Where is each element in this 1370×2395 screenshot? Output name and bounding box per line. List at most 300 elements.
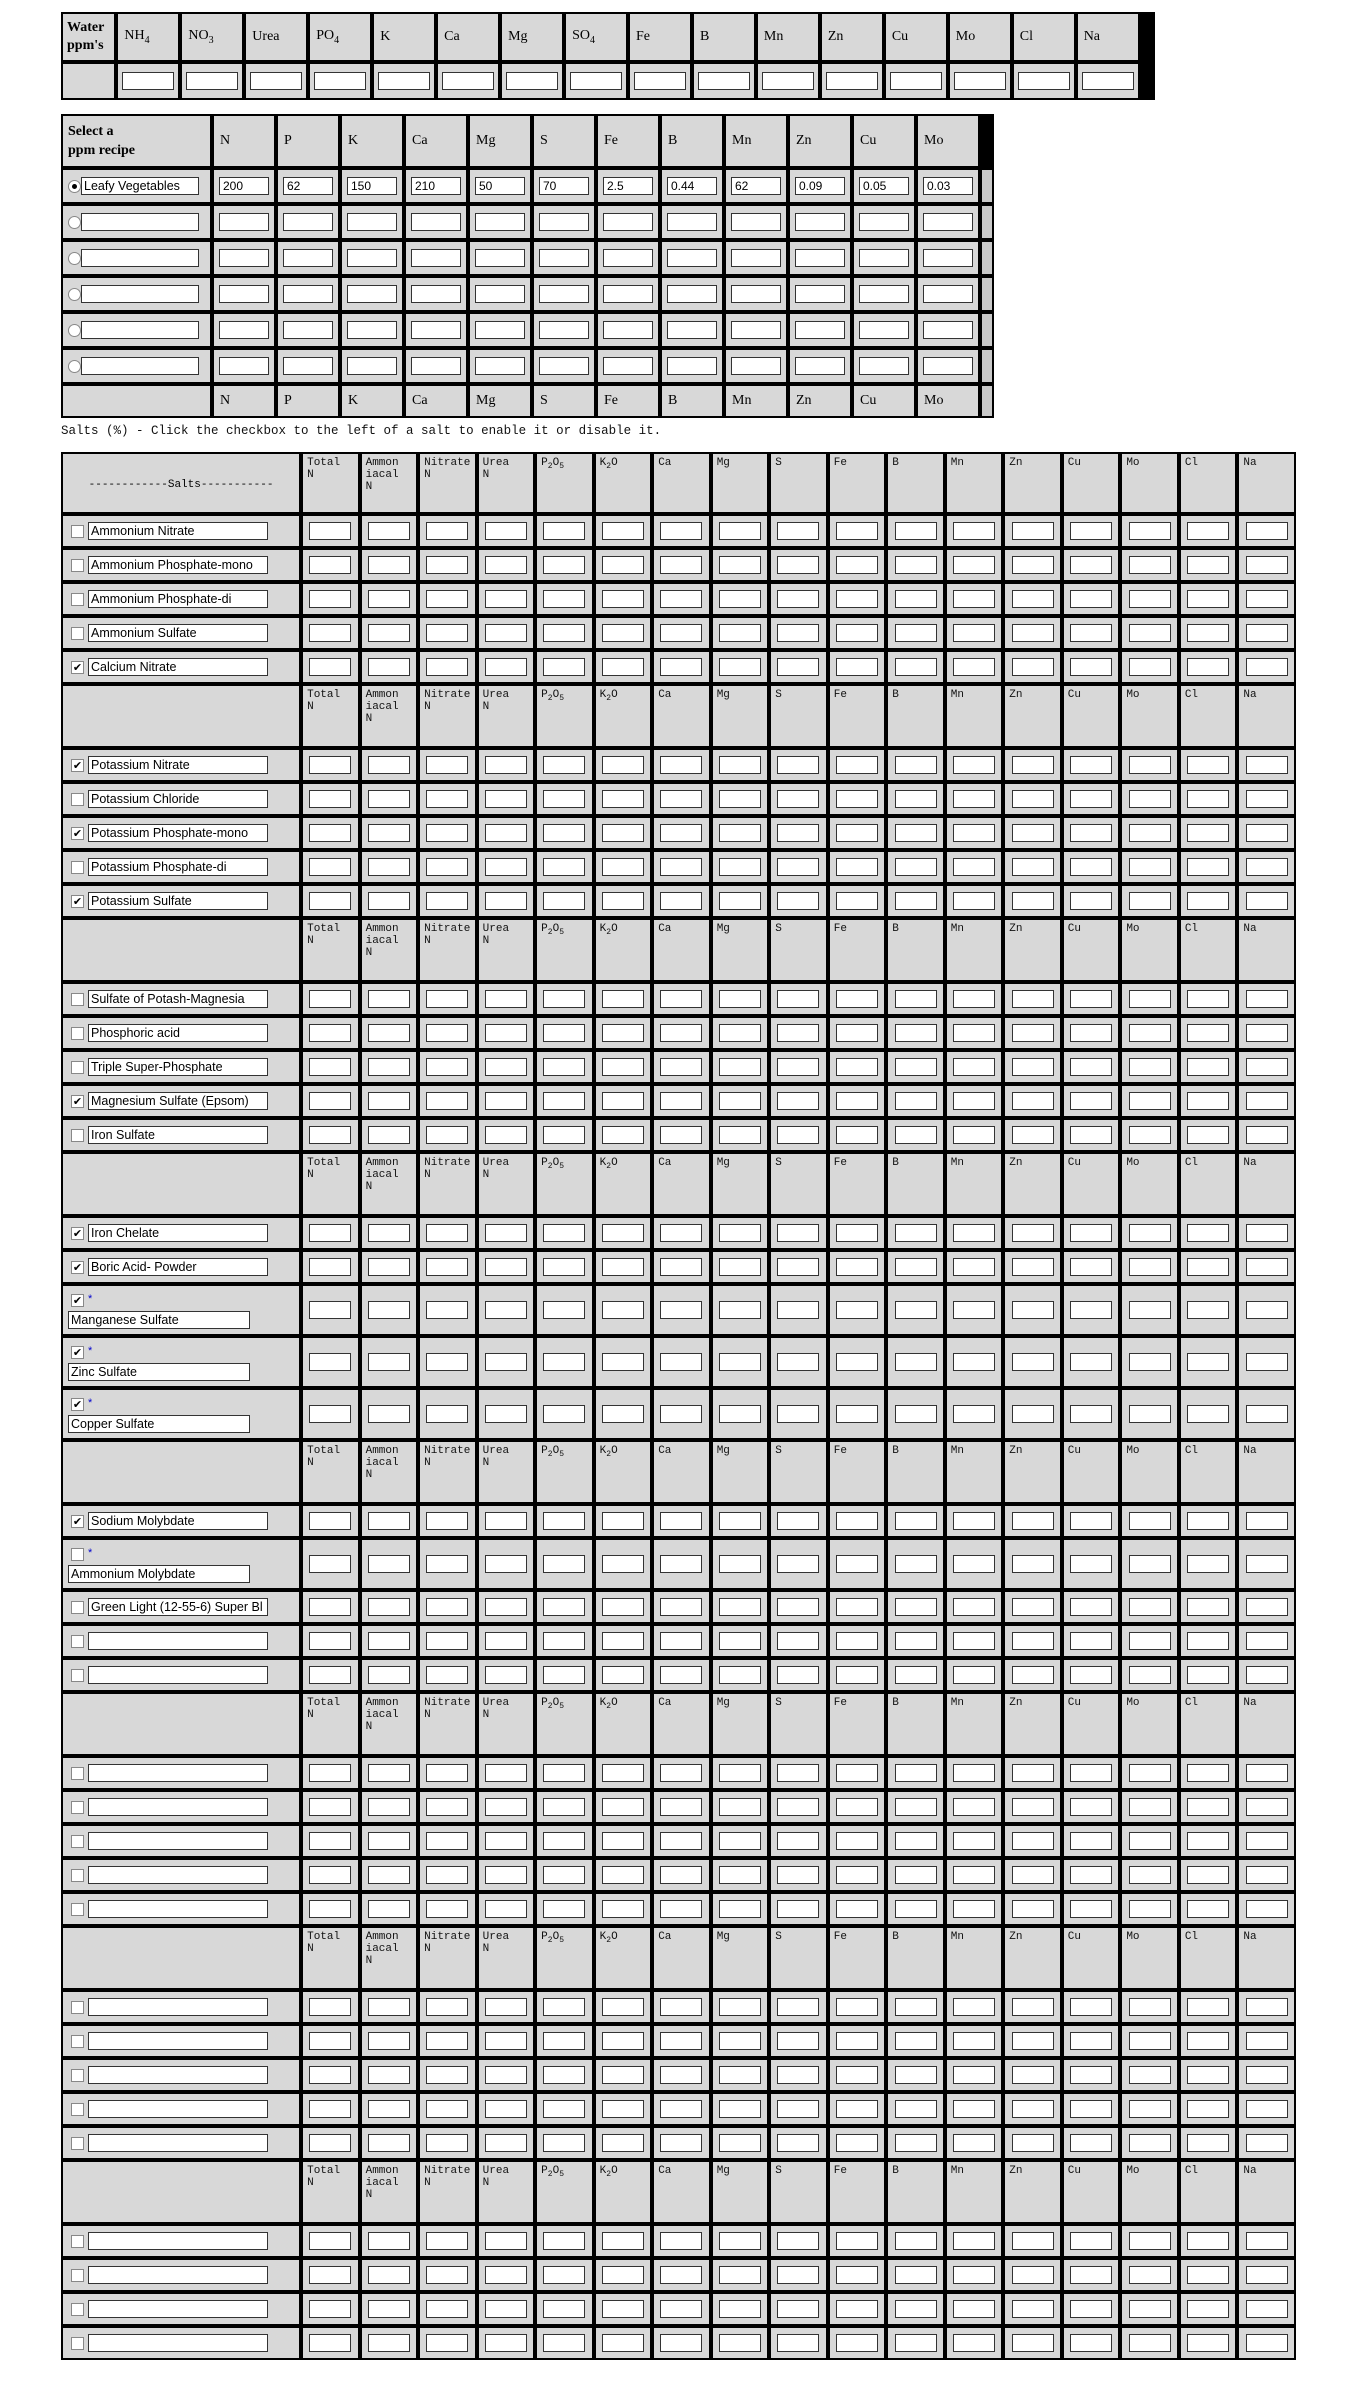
salt-pct-input[interactable] (485, 858, 527, 876)
salt-pct-input[interactable] (1187, 522, 1229, 540)
salt-pct-input[interactable] (1012, 522, 1054, 540)
salt-pct-input[interactable] (719, 990, 761, 1008)
salt-pct-input[interactable] (602, 1092, 644, 1110)
salt-enable-checkbox[interactable] (71, 1548, 84, 1561)
salt-pct-input[interactable] (719, 858, 761, 876)
salt-pct-input[interactable] (602, 1405, 644, 1423)
recipe-value-input[interactable] (411, 213, 461, 231)
salt-pct-input[interactable] (1070, 658, 1112, 676)
salt-pct-input[interactable] (1012, 1764, 1054, 1782)
salt-pct-input[interactable] (309, 1832, 351, 1850)
salt-pct-input[interactable] (719, 790, 761, 808)
salt-pct-input[interactable] (953, 2266, 995, 2284)
salt-pct-input[interactable] (485, 522, 527, 540)
salt-pct-input[interactable] (836, 1512, 878, 1530)
salt-pct-input[interactable] (1187, 1058, 1229, 1076)
salt-pct-input[interactable] (543, 1900, 585, 1918)
water-input[interactable] (890, 72, 942, 90)
recipe-value-input[interactable] (603, 357, 653, 375)
salt-enable-checkbox[interactable] (71, 559, 84, 572)
salt-pct-input[interactable] (1129, 1258, 1171, 1276)
salt-pct-input[interactable] (1246, 1353, 1288, 1371)
salt-pct-input[interactable] (777, 2100, 819, 2118)
salt-name-input[interactable]: Zinc Sulfate (68, 1363, 250, 1381)
salt-pct-input[interactable] (953, 1258, 995, 1276)
salt-pct-input[interactable] (719, 556, 761, 574)
recipe-value-input[interactable] (347, 213, 397, 231)
salt-pct-input[interactable] (602, 858, 644, 876)
salt-pct-input[interactable] (953, 1632, 995, 1650)
salt-pct-input[interactable] (426, 1866, 468, 1884)
salt-pct-input[interactable] (485, 2232, 527, 2250)
salt-pct-input[interactable] (1246, 1832, 1288, 1850)
salt-pct-input[interactable] (1129, 1764, 1171, 1782)
salt-name-input[interactable]: Green Light (12-55-6) Super Bl (88, 1598, 268, 1616)
salt-pct-input[interactable] (309, 1798, 351, 1816)
salt-name-input[interactable]: Sodium Molybdate (88, 1512, 268, 1530)
salt-pct-input[interactable] (1246, 1224, 1288, 1242)
salt-pct-input[interactable] (777, 1024, 819, 1042)
salt-pct-input[interactable] (602, 1258, 644, 1276)
salt-pct-input[interactable] (426, 1353, 468, 1371)
salt-pct-input[interactable] (485, 892, 527, 910)
salt-pct-input[interactable] (543, 1832, 585, 1850)
salt-pct-input[interactable] (602, 790, 644, 808)
salt-pct-input[interactable] (309, 624, 351, 642)
salt-pct-input[interactable] (836, 858, 878, 876)
salt-pct-input[interactable] (602, 990, 644, 1008)
salt-pct-input[interactable] (426, 1258, 468, 1276)
salt-pct-input[interactable] (426, 2032, 468, 2050)
salt-pct-input[interactable] (368, 1258, 410, 1276)
salt-name-input[interactable]: Potassium Phosphate-di (88, 858, 268, 876)
salt-pct-input[interactable] (1246, 1405, 1288, 1423)
salt-pct-input[interactable] (1187, 1900, 1229, 1918)
salt-pct-input[interactable] (602, 590, 644, 608)
salt-pct-input[interactable] (309, 790, 351, 808)
salt-pct-input[interactable] (368, 1512, 410, 1530)
salt-enable-checkbox[interactable] (71, 1027, 84, 1040)
salt-pct-input[interactable] (485, 1555, 527, 1573)
salt-pct-input[interactable] (309, 1900, 351, 1918)
salt-pct-input[interactable] (1246, 858, 1288, 876)
salt-pct-input[interactable] (1187, 824, 1229, 842)
salt-pct-input[interactable] (953, 1598, 995, 1616)
salt-pct-input[interactable] (660, 1258, 702, 1276)
salt-enable-checkbox[interactable]: ✔ (72, 1260, 83, 1274)
salt-pct-input[interactable] (953, 590, 995, 608)
info-link[interactable]: * (88, 1396, 93, 1409)
salt-pct-input[interactable] (1246, 756, 1288, 774)
salt-pct-input[interactable] (1246, 556, 1288, 574)
salt-pct-input[interactable] (1129, 1632, 1171, 1650)
salt-pct-input[interactable] (777, 790, 819, 808)
salt-pct-input[interactable] (836, 1666, 878, 1684)
salt-pct-input[interactable] (426, 1764, 468, 1782)
salt-pct-input[interactable] (1129, 2334, 1171, 2352)
salt-pct-input[interactable] (1187, 1866, 1229, 1884)
salt-enable-checkbox[interactable] (71, 2269, 84, 2282)
salt-name-input[interactable] (88, 2266, 268, 2284)
recipe-radio[interactable] (68, 252, 81, 265)
salt-pct-input[interactable] (895, 624, 937, 642)
salt-pct-input[interactable] (953, 2334, 995, 2352)
salt-pct-input[interactable] (1129, 2066, 1171, 2084)
salt-pct-input[interactable] (485, 2066, 527, 2084)
salt-pct-input[interactable] (1187, 1764, 1229, 1782)
salt-pct-input[interactable] (719, 1353, 761, 1371)
salt-pct-input[interactable] (777, 522, 819, 540)
salt-pct-input[interactable] (309, 1092, 351, 1110)
salt-pct-input[interactable] (660, 824, 702, 842)
salt-pct-input[interactable] (485, 1058, 527, 1076)
salt-pct-input[interactable] (836, 1353, 878, 1371)
water-input[interactable] (186, 72, 238, 90)
salt-pct-input[interactable] (895, 2300, 937, 2318)
salt-pct-input[interactable] (368, 1126, 410, 1144)
salt-pct-input[interactable] (426, 892, 468, 910)
salt-pct-input[interactable] (660, 790, 702, 808)
salt-pct-input[interactable] (953, 990, 995, 1008)
salt-pct-input[interactable] (777, 1224, 819, 1242)
salt-pct-input[interactable] (1246, 624, 1288, 642)
salt-pct-input[interactable] (1187, 756, 1229, 774)
salt-pct-input[interactable] (309, 1764, 351, 1782)
salt-pct-input[interactable] (1012, 2066, 1054, 2084)
salt-pct-input[interactable] (953, 1900, 995, 1918)
salt-pct-input[interactable] (836, 1832, 878, 1850)
salt-pct-input[interactable] (777, 1798, 819, 1816)
salt-pct-input[interactable] (426, 1512, 468, 1530)
salt-enable-checkbox[interactable] (71, 1869, 84, 1882)
salt-pct-input[interactable] (543, 2066, 585, 2084)
recipe-radio[interactable] (68, 288, 81, 301)
salt-pct-input[interactable] (602, 1666, 644, 1684)
scrollbar-track[interactable] (980, 276, 994, 312)
salt-pct-input[interactable] (953, 1301, 995, 1319)
salt-pct-input[interactable] (777, 624, 819, 642)
salt-pct-input[interactable] (602, 1632, 644, 1650)
salt-pct-input[interactable] (1187, 1126, 1229, 1144)
salt-pct-input[interactable] (485, 1764, 527, 1782)
salt-pct-input[interactable] (777, 2134, 819, 2152)
salt-enable-checkbox[interactable] (71, 861, 84, 874)
salt-pct-input[interactable] (426, 556, 468, 574)
salt-pct-input[interactable] (368, 556, 410, 574)
salt-pct-input[interactable] (1012, 2134, 1054, 2152)
salt-pct-input[interactable] (836, 2334, 878, 2352)
salt-pct-input[interactable] (368, 1666, 410, 1684)
salt-pct-input[interactable] (368, 1353, 410, 1371)
salt-pct-input[interactable] (1012, 1866, 1054, 1884)
salt-pct-input[interactable] (953, 790, 995, 808)
salt-pct-input[interactable] (1129, 1555, 1171, 1573)
salt-pct-input[interactable] (485, 1224, 527, 1242)
salt-pct-input[interactable] (777, 1092, 819, 1110)
recipe-value-input[interactable] (859, 285, 909, 303)
recipe-value-input[interactable] (539, 357, 589, 375)
salt-pct-input[interactable] (426, 1632, 468, 1650)
salt-pct-input[interactable] (309, 1866, 351, 1884)
recipe-value-input[interactable] (667, 213, 717, 231)
salt-pct-input[interactable] (719, 1866, 761, 1884)
salt-pct-input[interactable] (602, 1866, 644, 1884)
salt-pct-input[interactable] (1187, 1598, 1229, 1616)
salt-pct-input[interactable] (426, 1024, 468, 1042)
salt-pct-input[interactable] (895, 1598, 937, 1616)
salt-pct-input[interactable] (1012, 1998, 1054, 2016)
recipe-value-input[interactable]: 0.03 (923, 177, 973, 195)
salt-pct-input[interactable] (1246, 2232, 1288, 2250)
salt-name-input[interactable]: Potassium Chloride (88, 790, 268, 808)
salt-name-input[interactable] (88, 1632, 268, 1650)
salt-pct-input[interactable] (368, 2066, 410, 2084)
salt-pct-input[interactable] (309, 556, 351, 574)
salt-pct-input[interactable] (309, 1598, 351, 1616)
salt-pct-input[interactable] (953, 858, 995, 876)
salt-pct-input[interactable] (1246, 990, 1288, 1008)
salt-pct-input[interactable] (1187, 1224, 1229, 1242)
salt-pct-input[interactable] (719, 824, 761, 842)
salt-pct-input[interactable] (1012, 1405, 1054, 1423)
salt-pct-input[interactable] (1070, 2266, 1112, 2284)
salt-pct-input[interactable] (836, 756, 878, 774)
salt-pct-input[interactable] (953, 756, 995, 774)
salt-pct-input[interactable] (1246, 1798, 1288, 1816)
salt-pct-input[interactable] (309, 990, 351, 1008)
salt-pct-input[interactable] (426, 2266, 468, 2284)
salt-pct-input[interactable] (426, 1301, 468, 1319)
salt-pct-input[interactable] (1187, 2032, 1229, 2050)
salt-pct-input[interactable] (485, 1258, 527, 1276)
salt-pct-input[interactable] (309, 824, 351, 842)
salt-pct-input[interactable] (543, 658, 585, 676)
salt-pct-input[interactable] (777, 2266, 819, 2284)
recipe-value-input[interactable] (795, 285, 845, 303)
salt-pct-input[interactable] (1187, 858, 1229, 876)
salt-pct-input[interactable] (836, 1866, 878, 1884)
salt-pct-input[interactable] (1129, 1666, 1171, 1684)
recipe-value-input[interactable] (475, 285, 525, 303)
salt-pct-input[interactable] (1187, 1301, 1229, 1319)
recipe-value-input[interactable] (475, 249, 525, 267)
recipe-value-input[interactable] (731, 213, 781, 231)
salt-pct-input[interactable] (1012, 1301, 1054, 1319)
recipe-value-input[interactable] (667, 357, 717, 375)
salt-enable-checkbox[interactable] (71, 1601, 84, 1614)
recipe-value-input[interactable] (475, 321, 525, 339)
salt-pct-input[interactable] (1246, 1866, 1288, 1884)
recipe-value-input[interactable]: 0.09 (795, 177, 845, 195)
salt-enable-checkbox[interactable] (71, 993, 84, 1006)
recipe-value-input[interactable] (283, 213, 333, 231)
salt-pct-input[interactable] (719, 2066, 761, 2084)
salt-pct-input[interactable] (368, 1224, 410, 1242)
salt-pct-input[interactable] (895, 658, 937, 676)
salt-pct-input[interactable] (719, 1126, 761, 1144)
salt-pct-input[interactable] (836, 1632, 878, 1650)
salt-enable-checkbox[interactable] (71, 2103, 84, 2116)
salt-pct-input[interactable] (485, 1126, 527, 1144)
salt-pct-input[interactable] (1012, 590, 1054, 608)
recipe-value-input[interactable] (539, 321, 589, 339)
salt-pct-input[interactable] (953, 1092, 995, 1110)
salt-pct-input[interactable] (602, 1126, 644, 1144)
salt-pct-input[interactable] (1187, 790, 1229, 808)
salt-pct-input[interactable] (543, 2032, 585, 2050)
salt-pct-input[interactable] (485, 790, 527, 808)
salt-pct-input[interactable] (1070, 1126, 1112, 1144)
salt-name-input[interactable]: Iron Sulfate (88, 1126, 268, 1144)
salt-pct-input[interactable] (543, 824, 585, 842)
salt-pct-input[interactable] (485, 2134, 527, 2152)
recipe-value-input[interactable] (603, 285, 653, 303)
recipe-value-input[interactable] (283, 285, 333, 303)
salt-pct-input[interactable] (719, 1632, 761, 1650)
salt-pct-input[interactable] (1187, 1998, 1229, 2016)
salt-pct-input[interactable] (660, 2100, 702, 2118)
salt-name-input[interactable] (88, 1798, 268, 1816)
salt-pct-input[interactable] (368, 824, 410, 842)
recipe-name-input[interactable]: Leafy Vegetables (81, 177, 199, 195)
salt-enable-checkbox[interactable] (71, 525, 84, 538)
salt-pct-input[interactable] (1129, 892, 1171, 910)
salt-enable-checkbox[interactable] (71, 627, 84, 640)
recipe-value-input[interactable]: 70 (539, 177, 589, 195)
salt-pct-input[interactable] (777, 1058, 819, 1076)
salt-pct-input[interactable] (426, 2334, 468, 2352)
salt-pct-input[interactable] (543, 2266, 585, 2284)
salt-pct-input[interactable] (777, 824, 819, 842)
salt-pct-input[interactable] (660, 990, 702, 1008)
salt-enable-checkbox[interactable] (71, 2035, 84, 2048)
salt-pct-input[interactable] (895, 1126, 937, 1144)
salt-name-input[interactable] (88, 1998, 268, 2016)
salt-pct-input[interactable] (953, 1126, 995, 1144)
salt-pct-input[interactable] (1070, 1258, 1112, 1276)
salt-pct-input[interactable] (1012, 858, 1054, 876)
salt-pct-input[interactable] (719, 2232, 761, 2250)
salt-pct-input[interactable] (1070, 1866, 1112, 1884)
salt-pct-input[interactable] (895, 2032, 937, 2050)
salt-enable-checkbox[interactable] (71, 2137, 84, 2150)
salt-pct-input[interactable] (485, 2100, 527, 2118)
salt-pct-input[interactable] (1187, 2334, 1229, 2352)
recipe-radio[interactable] (68, 216, 81, 229)
recipe-value-input[interactable] (219, 321, 269, 339)
salt-pct-input[interactable] (543, 1405, 585, 1423)
salt-pct-input[interactable] (719, 1224, 761, 1242)
salt-pct-input[interactable] (777, 892, 819, 910)
salt-pct-input[interactable] (895, 1555, 937, 1573)
salt-pct-input[interactable] (309, 522, 351, 540)
salt-pct-input[interactable] (1012, 556, 1054, 574)
salt-enable-checkbox[interactable]: ✔ (72, 1226, 83, 1240)
recipe-name-input[interactable] (81, 321, 199, 339)
salt-name-input[interactable] (88, 1666, 268, 1684)
salt-pct-input[interactable] (895, 522, 937, 540)
salt-pct-input[interactable] (309, 2266, 351, 2284)
salt-pct-input[interactable] (485, 2032, 527, 2050)
salt-pct-input[interactable] (836, 556, 878, 574)
recipe-value-input[interactable] (603, 321, 653, 339)
salt-name-input[interactable]: Manganese Sulfate (68, 1311, 250, 1329)
salt-pct-input[interactable] (836, 1598, 878, 1616)
recipe-name-input[interactable] (81, 285, 199, 303)
salt-pct-input[interactable] (426, 824, 468, 842)
salt-pct-input[interactable] (426, 2134, 468, 2152)
salt-pct-input[interactable] (895, 1258, 937, 1276)
salt-pct-input[interactable] (543, 1666, 585, 1684)
salt-pct-input[interactable] (1070, 2232, 1112, 2250)
salt-pct-input[interactable] (1012, 1632, 1054, 1650)
salt-pct-input[interactable] (309, 2232, 351, 2250)
salt-pct-input[interactable] (426, 522, 468, 540)
recipe-value-input[interactable]: 200 (219, 177, 269, 195)
salt-pct-input[interactable] (1129, 590, 1171, 608)
recipe-value-input[interactable] (411, 249, 461, 267)
salt-pct-input[interactable] (1012, 1512, 1054, 1530)
salt-pct-input[interactable] (309, 2032, 351, 2050)
salt-pct-input[interactable] (719, 1405, 761, 1423)
salt-pct-input[interactable] (602, 2066, 644, 2084)
salt-pct-input[interactable] (953, 1224, 995, 1242)
salt-pct-input[interactable] (309, 1258, 351, 1276)
water-input[interactable] (698, 72, 750, 90)
salt-pct-input[interactable] (1012, 2100, 1054, 2118)
salt-pct-input[interactable] (660, 2032, 702, 2050)
salt-pct-input[interactable] (895, 1866, 937, 1884)
salt-pct-input[interactable] (485, 624, 527, 642)
salt-pct-input[interactable] (543, 1092, 585, 1110)
salt-pct-input[interactable] (1129, 1405, 1171, 1423)
salt-pct-input[interactable] (660, 1058, 702, 1076)
salt-pct-input[interactable] (777, 556, 819, 574)
salt-pct-input[interactable] (953, 2100, 995, 2118)
salt-pct-input[interactable] (895, 824, 937, 842)
salt-pct-input[interactable] (602, 1353, 644, 1371)
salt-pct-input[interactable] (485, 1632, 527, 1650)
salt-pct-input[interactable] (953, 1998, 995, 2016)
salt-pct-input[interactable] (719, 624, 761, 642)
salt-pct-input[interactable] (309, 1512, 351, 1530)
salt-pct-input[interactable] (1187, 2100, 1229, 2118)
salt-pct-input[interactable] (660, 2334, 702, 2352)
recipe-value-input[interactable]: 0.44 (667, 177, 717, 195)
salt-pct-input[interactable] (1070, 1764, 1112, 1782)
salt-pct-input[interactable] (485, 556, 527, 574)
salt-pct-input[interactable] (1129, 658, 1171, 676)
salt-pct-input[interactable] (426, 658, 468, 676)
salt-pct-input[interactable] (895, 2334, 937, 2352)
salt-name-input[interactable]: Potassium Phosphate-mono (88, 824, 268, 842)
salt-pct-input[interactable] (1129, 556, 1171, 574)
salt-pct-input[interactable] (309, 858, 351, 876)
salt-pct-input[interactable] (1070, 2100, 1112, 2118)
salt-pct-input[interactable] (1246, 1512, 1288, 1530)
salt-pct-input[interactable] (1246, 1058, 1288, 1076)
salt-pct-input[interactable] (719, 590, 761, 608)
salt-pct-input[interactable] (1246, 1998, 1288, 2016)
salt-pct-input[interactable] (836, 522, 878, 540)
salt-pct-input[interactable] (836, 2232, 878, 2250)
salt-pct-input[interactable] (1187, 1353, 1229, 1371)
salt-pct-input[interactable] (777, 1900, 819, 1918)
salt-pct-input[interactable] (1246, 2134, 1288, 2152)
salt-pct-input[interactable] (309, 1301, 351, 1319)
salt-pct-input[interactable] (543, 1126, 585, 1144)
salt-pct-input[interactable] (719, 1024, 761, 1042)
